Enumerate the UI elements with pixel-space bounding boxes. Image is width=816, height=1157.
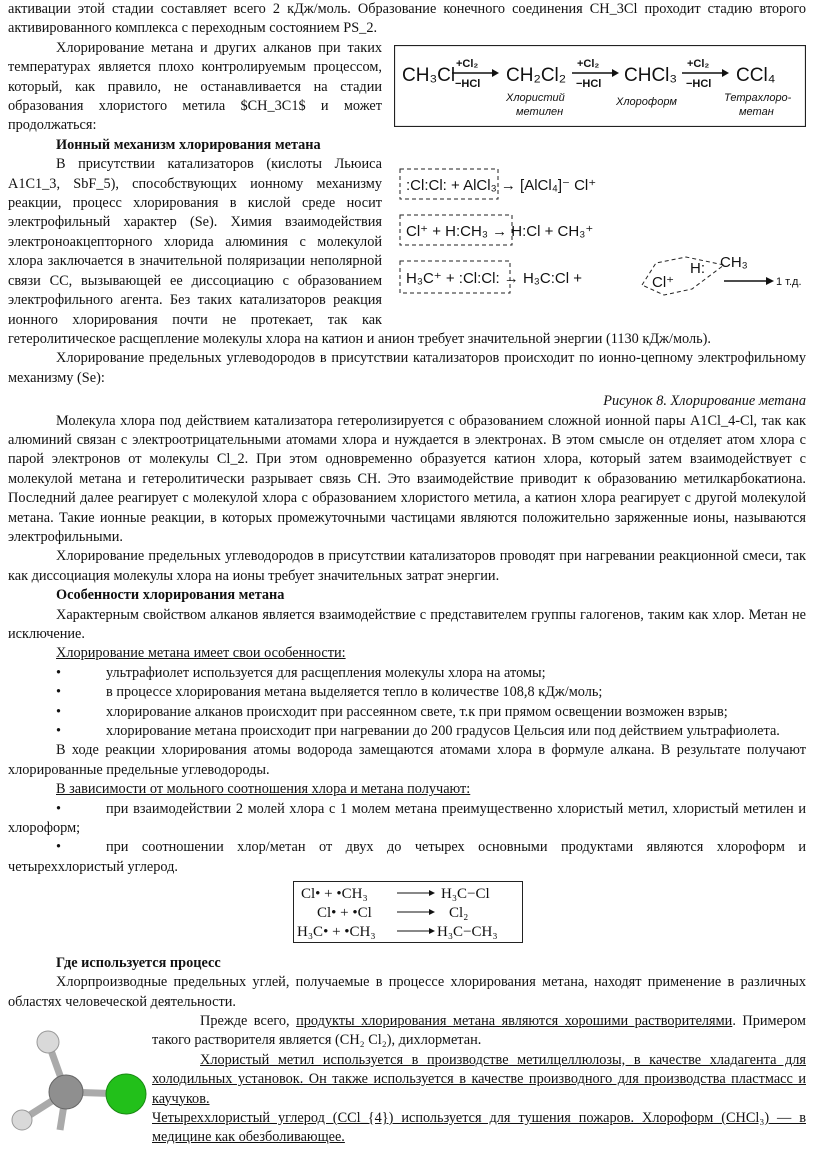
ionic-mechanism-svg: [394, 161, 806, 311]
document-page: [8, 0, 806, 1148]
paragraph-methyl-chloride: Хлористый метил используется в производстве метилцеллюлозы, в качестве хладагента для холодильных установок. Он также используется в качестве производного для производства пластмасс и каучуков.: [152, 1051, 806, 1107]
paragraph-applications: Хлорпроизводные предельных углей, получаемые в процессе хлорирования метана, находят применение в различных областях человеческой деятельности.: [8, 974, 806, 1010]
list-item: • ультрафиолет используется для расщепления молекулы хлора на атомы;: [8, 664, 806, 683]
mech-ring-h: H:: [690, 260, 705, 278]
solvents-example: . Примером такого растворителя является (CH₂ Cl₂), дихлорметан.: [152, 1012, 806, 1049]
features-list: [8, 664, 806, 742]
paragraph-carbon-tetrachloride: Четыреххлористый углерод (CCl_{4}) используется для тушения пожаров. Хлороформ (CHCl₃) — в медицине как обезболивающее.: [152, 1109, 806, 1146]
ratio-lead: В зависимости от мольного соотношения хлора и метана получают:: [56, 781, 471, 798]
scheme-byproduct-2: −HCl: [576, 77, 602, 90]
paragraph-substitution: В ходе реакции хлорирования атомы водорода замещаются атомами хлора в формуле алкана. В результате получают хлорированные предельные углеводороды.: [8, 742, 806, 778]
heading-usage: Где используется процесс: [56, 954, 221, 971]
chloromethane-molecule: [8, 1012, 148, 1137]
scheme-ccl4: CCl₄: [736, 64, 776, 86]
scheme-chcl3: CHCl₃: [624, 64, 678, 86]
scheme-reagent-3: +Cl₂: [687, 57, 710, 70]
chlorination-scheme-svg: [394, 45, 806, 127]
paragraph-catalysts: В присутствии катализаторов (кислоты Льюиса A1C1_3, SbF_5), способствующих ионному механизму реакции, процесс хлорирования в кислой среде носит электрофильный характер (Se). Химия взаимодействия электроноакцепторного хлорида алюминия с молекулой хлора заключается в значительной поляризации неполярной связи СС, вызывающей ее диссоциацию с образованием электрофильного агента. Без таких катализаторов реакция ионного хлорирования почти не протекает, так как гетеролитическое расщепление молекулы хлора на катион и анион требует значительной энергии (1130 кДж/моль).: [8, 156, 711, 347]
heading-ionic-mechanism: Ионный механизм хлорирования метана: [56, 136, 321, 153]
eq1-right: H₃C−Cl: [441, 886, 490, 903]
mech-final-arrowhead: [766, 277, 774, 285]
eq2-left: Cl• + •Cl: [317, 905, 372, 922]
list-item: • при соотношении хлор/метан от двух до четырех основными продуктами являются хлороформ и четыреххлористый углерод.: [8, 838, 806, 877]
scheme-byproduct-3: −HCl: [686, 77, 712, 90]
solvents-intro: Прежде всего,: [200, 1012, 297, 1029]
mech-row3: H₃C⁺ + :Cl:Cl: → H₃C:Cl +: [406, 270, 582, 288]
ratio-list: [8, 800, 806, 878]
mech-etc: 1 т.д.: [776, 276, 802, 289]
heading-features: Особенности хлорирования метана: [56, 587, 285, 604]
chlorine-atom: [106, 1074, 146, 1114]
scheme-name-ccl4-b: метан: [739, 105, 774, 118]
ionic-mechanism-figure: [394, 161, 806, 317]
list-item: • хлорирование метана происходит при нагревании до 200 градусов Цельсия или под действием ультрафиолета.: [8, 722, 806, 741]
carbon-atom: [49, 1075, 83, 1109]
hydrogen-atom: [37, 1031, 59, 1053]
scheme-reagent-1: +Cl₂: [456, 57, 479, 70]
solvents-underlined: продукты хлорирования метана являются хорошими растворителями: [296, 1012, 733, 1029]
paragraph-heating: Хлорирование предельных углеводородов в присутствии катализаторов проводят при нагревании реакционной смеси, так как диссоциация молекулы хлора на ионы требует значительных затрат энергии.: [8, 548, 806, 584]
scheme-byproduct-1: −HCl: [455, 77, 481, 90]
list-item: • при взаимодействии 2 молей хлора с 1 молем метана преимущественно хлористый метил, хлористый метилен и хлороформ;: [8, 800, 806, 839]
eq1-left: Cl• + •CH₃: [301, 886, 368, 903]
eq2-right: Cl₂: [449, 905, 469, 922]
eq3-right: H₃C−CH₃: [437, 924, 498, 941]
scheme-ch3cl: CH₃Cl: [402, 64, 456, 86]
eq3-left: H₃C• + •CH₃: [297, 924, 376, 941]
paragraph-activation: активации этой стадии составляет всего 2 кДж/моль. Образование конечного соединения CH_3Cl проходит стадию второго активированного комплекса с переходным состоянием PS_2.: [8, 1, 806, 37]
mech-row2: Cl⁺ + H:CH₃ → H:Cl + CH₃⁺: [406, 223, 594, 241]
mech-row1: :Cl:Cl: + AlCl₃ → [AlCl₄]⁻ Cl⁺: [406, 177, 597, 195]
mech-ring-ch3: CH₃: [720, 254, 748, 272]
scheme-ch2cl2: CH₂Cl₂: [506, 64, 567, 86]
features-lead: Хлорирование метана имеет свои особенности:: [56, 645, 346, 662]
list-item: • в процессе хлорирования метана выделяется тепло в количестве 108,8 кДж/моль;: [8, 683, 806, 702]
chlorination-scheme: [394, 45, 806, 133]
scheme-name-ch2cl2-b: метилен: [516, 105, 564, 118]
scheme-reagent-2: +Cl₂: [577, 57, 600, 70]
list-item: • хлорирование алканов происходит при рассеянном свете, т.к при прямом освещении возможен взрыв;: [8, 703, 806, 722]
paragraph-ionic-chain: Хлорирование предельных углеводородов в присутствии катализаторов происходит по ионно-цепному электрофильному механизму (Se):: [8, 350, 806, 386]
scheme-name-chcl3: Хлороформ: [616, 95, 677, 108]
hydrogen-atom: [12, 1110, 32, 1130]
radical-equations: [293, 881, 523, 943]
scheme-name-ccl4-a: Тетрахлоро-: [724, 91, 792, 104]
paragraph-uncontrolled: Хлорирование метана и других алканов при таких температурах является плохо контролируемым процессом, который, как правило, не останавливается на стадии образования хлористого метила $CH_3C1$ и может продолжаться:: [8, 39, 382, 134]
mech-ring-cl: Cl⁺: [652, 274, 675, 292]
scheme-name-ch2cl2-a: Хлористий: [506, 91, 565, 104]
paragraph-halogens: Характерным свойством алканов является взаимодействие с представителем группы галогенов, таким как хлор. Метан не исключение.: [8, 606, 806, 642]
figure-caption: Рисунок 8. Хлорирование метана: [603, 393, 806, 410]
paragraph-heterolysis: Молекула хлора под действием катализатора гетеролизируется с образованием сложной ионной пары A1Cl_4-Cl, так как алюминий связан с электроотрицательными атомами хлора и нуждается в электронах. В этом смысле он отделяет атом хлора с парой электронов от молекулы Cl_2. При этом одновременно образуется катион хлора, который затем взаимодействует с молекулой метана и гетеролитически разрывает связь CH. Это взаимодействие приводит к образованию метилкарбокатиона. Последний далее реагирует с молекулой хлора с образованием хлористого метила, а катион хлора реагирует с другой молекулой метана. Такие ионные реакции, в которых промежуточными частицами являются положительно заряженные ионы, называются электрофильными.: [8, 412, 806, 545]
